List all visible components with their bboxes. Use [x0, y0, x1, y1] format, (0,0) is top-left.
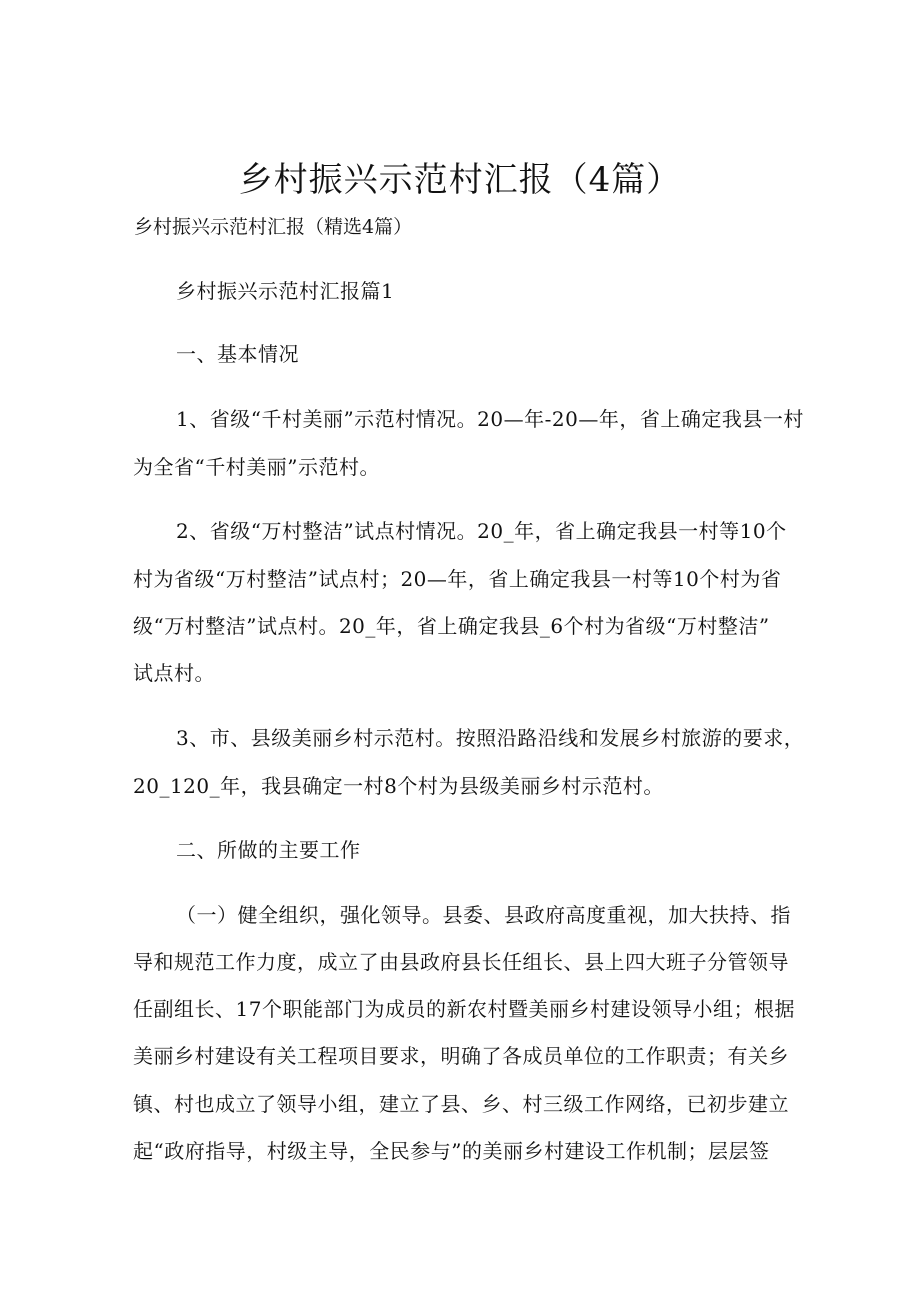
paragraph-line: 镇、村也成立了领导小组，建立了县、乡、村三级工作网络，已初步建立 [133, 1092, 789, 1116]
paragraph-line: 20_120_年，我县确定一村8个村为县级美丽乡村示范村。 [133, 774, 664, 798]
paragraph-line: 2、省级“万村整洁”试点村情况。20_年，省上确定我县一村等10个 [176, 519, 787, 543]
paragraph-line: 级“万村整洁”试点村。20_年，省上确定我县_6个村为省级“万村整洁” [133, 614, 770, 638]
paragraph-line: 导和规范工作力度，成立了由县政府县长任组长、县上四大班子分管领导 [133, 950, 789, 974]
paragraph-line: 1、省级“千村美丽”示范村情况。20—年-20—年，省上确定我县一村 [176, 407, 804, 431]
document-title: 乡村振兴示范村汇报（4篇） [238, 160, 682, 200]
document-subtitle: 乡村振兴示范村汇报（精选4篇） [134, 216, 413, 238]
paragraph-line: （一）健全组织，强化领导。县委、县政府高度重视，加大扶持、指 [176, 903, 791, 927]
section-heading-work: 二、所做的主要工作 [176, 838, 361, 862]
paragraph-line: 试点村。 [133, 661, 215, 685]
paragraph-line: 起“政府指导，村级主导，全民参与”的美丽乡村建设工作机制；层层签 [133, 1139, 770, 1163]
paragraph-line: 为全省“千村美丽”示范村。 [133, 455, 380, 479]
section-heading-basic: 一、基本情况 [176, 342, 299, 366]
article-heading: 乡村振兴示范村汇报篇1 [176, 279, 395, 303]
paragraph-line: 3、市、县级美丽乡村示范村。按照沿路沿线和发展乡村旅游的要求， [176, 726, 805, 750]
paragraph-line: 任副组长、17个职能部门为成员的新农村暨美丽乡村建设领导小组；根据 [133, 997, 795, 1021]
paragraph-line: 美丽乡村建设有关工程项目要求，明确了各成员单位的工作职责；有关乡 [133, 1044, 789, 1068]
paragraph-line: 村为省级“万村整洁”试点村；20—年，省上确定我县一村等10个村为省 [133, 567, 782, 591]
